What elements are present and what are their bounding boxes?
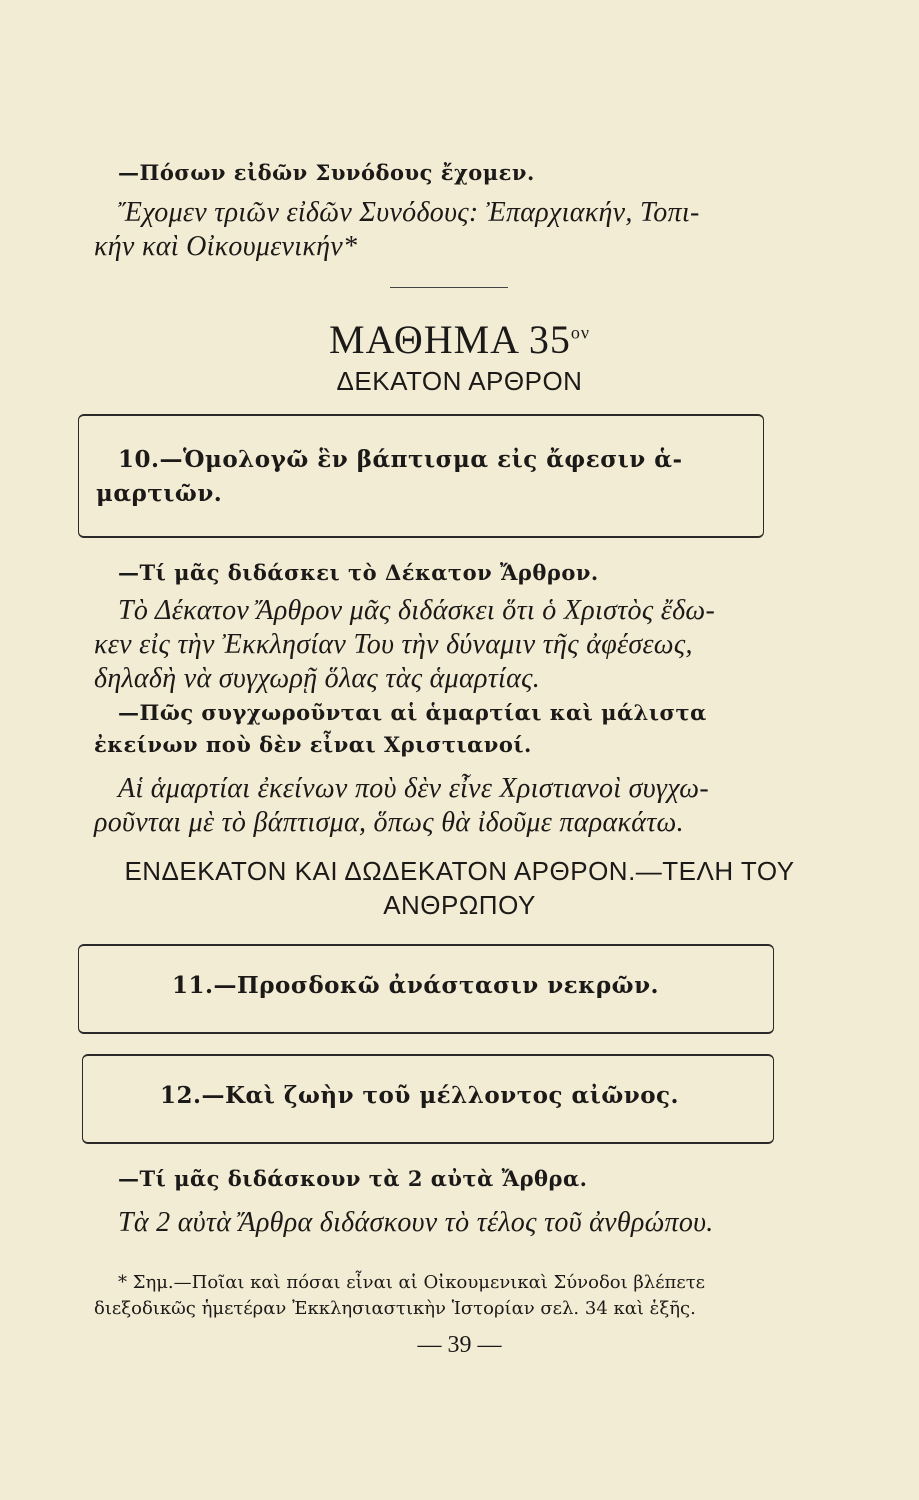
answer-tenth-line2: κεν εἰς τὴν Ἐκκλησίαν Του τὴν δύναμιν τῆς ἀφέσεως, [94, 629, 693, 660]
article-10-frame [78, 414, 764, 538]
footnote-line2: διεξοδικῶς ἡμετέραν Ἐκκλησιαστικὴν Ἱστορίαν σελ. 34 καὶ ἑξῆς. [94, 1298, 696, 1319]
lesson-title: ΜΑΘΗΜΑ $35^{o\nu}$ [329, 317, 590, 362]
article-11-text: 11.—Προσδοκῶ ἀνάστασιν νεκρῶν. [172, 972, 660, 999]
divider-rule [390, 287, 508, 288]
lesson-subtitle: ΔΕΚΑΤΟΝ ΑΡΘΡΟΝ [336, 366, 583, 396]
answer-tenth-line3: δηλαδὴ νὰ συγχωρῇ ὅλας τὰς ἁμαρτίας. [94, 663, 541, 694]
section-heading-line2: ΑΝΘΡΩΠΟΥ [383, 890, 536, 920]
question-synods: —Πόσων εἰδῶν Συνόδους ἔχομεν. [118, 160, 535, 185]
answer-forgiveness-line1: Αἱ ἁμαρτίαι ἐκείνων ποὺ δὲν εἶνε Χριστιανοὶ συγχω- [118, 773, 709, 804]
page-number: — 39 — [417, 1332, 502, 1358]
answer-synods-line1: Ἔχομεν τριῶν εἰδῶν Συνόδους: Ἐπαρχιακήν, Τοπι- [118, 197, 700, 228]
article-10-line2: μαρτιῶν. [96, 480, 223, 507]
article-12-text: 12.—Καὶ ζωὴν τοῦ μέλλοντος αἰῶνος. [160, 1082, 680, 1109]
question-forgiveness-line1: —Πῶς συγχωροῦνται αἱ ἁμαρτίαι καὶ μάλιστα [118, 700, 707, 725]
question-tenth-article: —Τί μᾶς διδάσκει τὸ Δέκατον Ἄρθρον. [118, 560, 599, 585]
answer-synods-line2: κήν καὶ Οἰκουμενικήν* [94, 231, 358, 262]
answer-forgiveness-line2: ροῦνται μὲ τὸ βάπτισμα, ὅπως θὰ ἰδοῦμε παρακάτω. [94, 807, 684, 838]
question-forgiveness-line2: ἐκείνων ποὺ δὲν εἶναι Χριστιανοί. [94, 732, 532, 757]
answer-tenth-line1: Τὸ Δέκατον Ἄρθρον μᾶς διδάσκει ὅτι ὁ Χριστὸς ἔδω- [118, 595, 716, 626]
article-10-line1: 10.—Ὁμολογῶ ἓν βάπτισμα εἰς ἄφεσιν ἁ- [118, 446, 683, 473]
answer-end-of-man: Τὰ 2 αὐτὰ Ἄρθρα διδάσκουν τὸ τέλος τοῦ ἀνθρώπου. [118, 1207, 714, 1238]
section-heading-line1: ΕΝΔΕΚΑΤΟΝ ΚΑΙ ΔΩΔΕΚΑΤΟΝ ΑΡΘΡΟΝ.—ΤΕΛΗ ΤΟΥ [124, 856, 795, 886]
question-end-of-man: —Τί μᾶς διδάσκουν τὰ 2 αὐτὰ Ἄρθρα. [118, 1166, 588, 1191]
footnote-line1: * Σημ.—Ποῖαι καὶ πόσαι εἶναι αἱ Οἰκουμενικαὶ Σύνοδοι βλέπετε [118, 1272, 705, 1293]
